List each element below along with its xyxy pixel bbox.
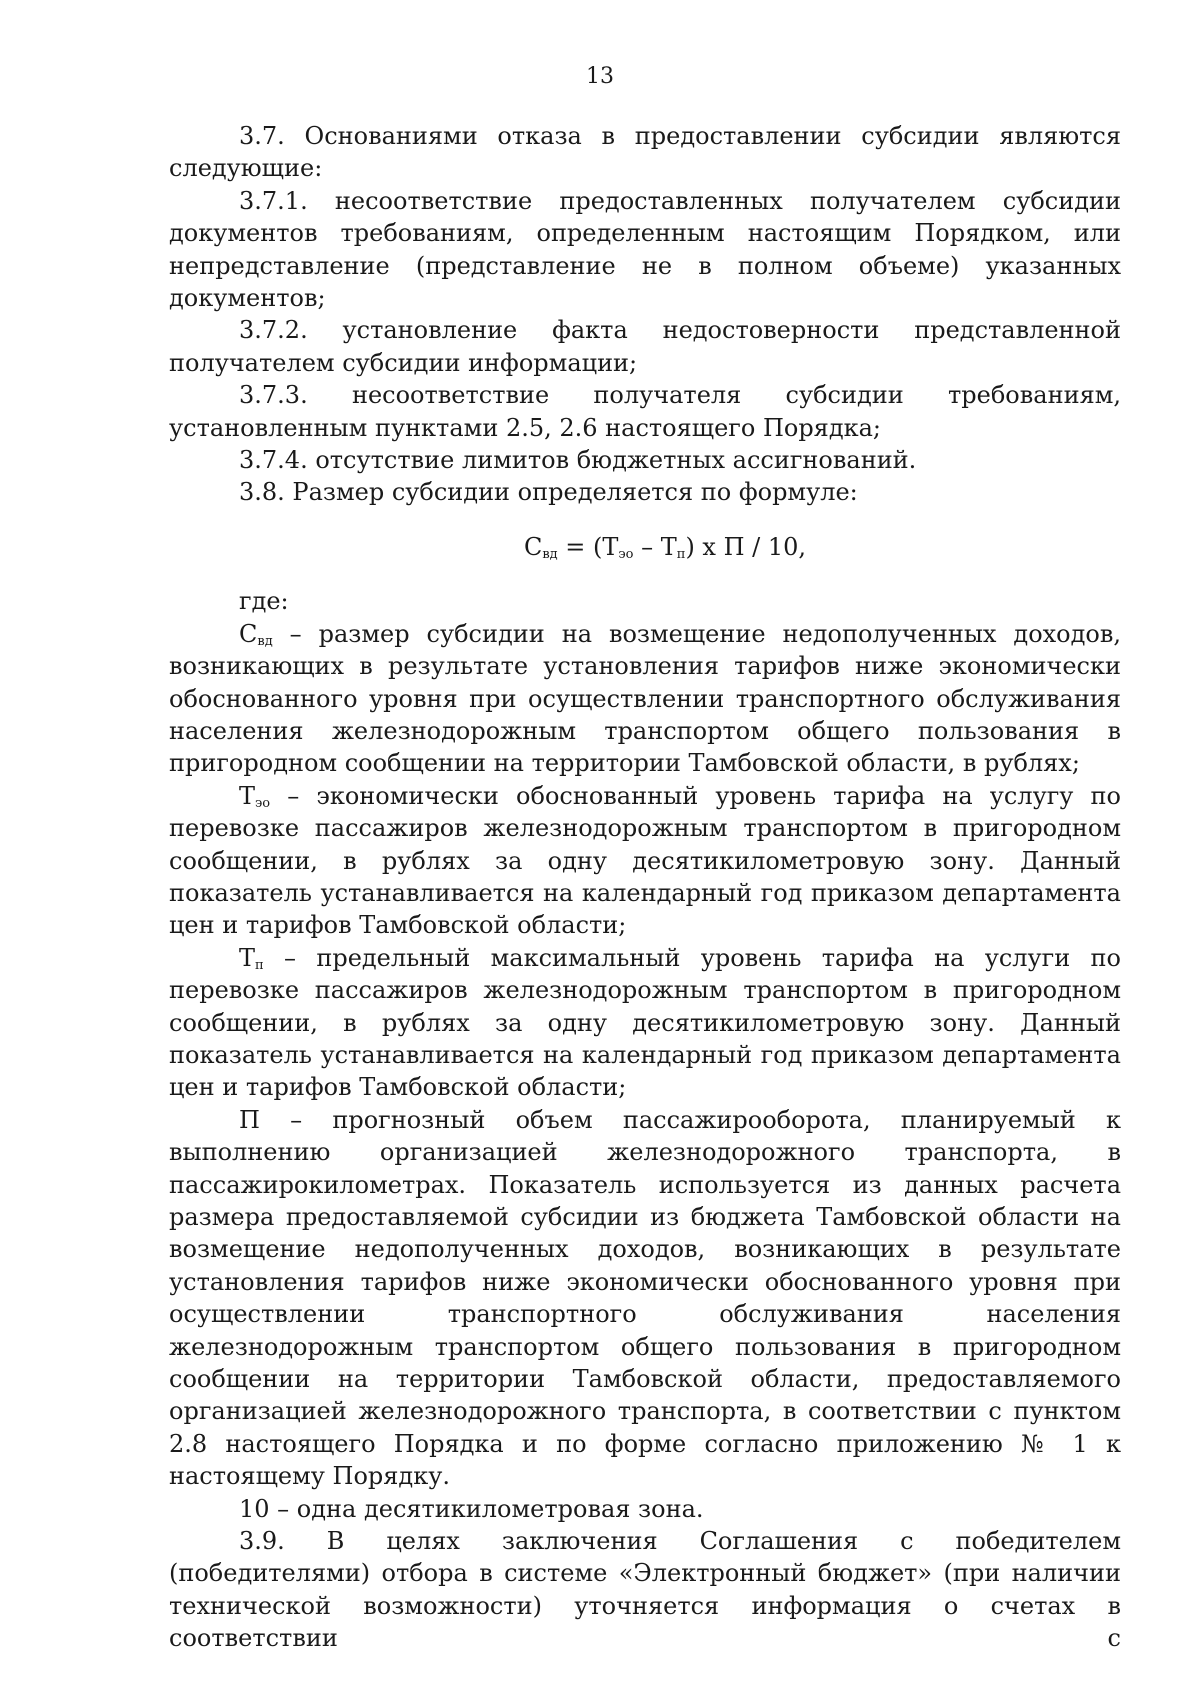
formula <box>169 531 1121 563</box>
paragraph-3-7-2: 3.7.2. установление факта недостоверности представленной получателем субсидии информации; <box>169 316 1121 377</box>
formula-minus: – Т <box>633 532 677 561</box>
formula-sub-eo: эо <box>618 546 634 562</box>
definition-svd-text: – размер субсидии на возмещение недополученных доходов, возникающих в результате установления тарифов ниже экономически обоснованного уровня при осуществлении транспортного обслуживания населения железнодорожным транспортом общего пользования в пригородном сообщении на территории Тамбовской области, в рублях; <box>169 619 1121 778</box>
definition-10: 10 – одна десятикилометровая зона. <box>239 1494 704 1523</box>
definition-tp <box>169 942 1121 1104</box>
symbol-c: С <box>239 619 258 648</box>
definition-tp-text: – предельный максимальный уровень тарифа на услуги по перевозке пассажиров железнодорожным транспортом в пригородном сообщении, в рублях за одну десятикилометровую зону. Данный показатель устанавливается на календарный год приказом департамента цен и тарифов Тамбовской области; <box>169 943 1121 1102</box>
formula-lhs-sub: вд <box>542 546 558 562</box>
symbol-t-eo-sub: эо <box>255 795 271 811</box>
paragraph-3-7-4: 3.7.4. отсутствие лимитов бюджетных ассигнований. <box>239 446 917 475</box>
symbol-c-sub: вд <box>257 633 273 649</box>
symbol-t-p-sub: п <box>255 957 264 973</box>
definition-teo-text: – экономически обоснованный уровень тарифа на услугу по перевозке пассажиров железнодорожным транспортом в пригородном сообщении, в рублях за одну десятикилометровую зону. Данный показатель устанавливается на календарный год приказом департамента цен и тарифов Тамбовской области; <box>169 781 1121 940</box>
definition-p: П – прогнозный объем пассажирооборота, планируемый к выполнению организацией железнодорожного транспорта, в пассажирокилометрах. Показатель используется из данных расчета размера предоставляемой субсидии из бюджета Тамбовской области на возмещение недополученных доходов, возникающих в результате установления тарифов ниже экономически обоснованного уровня при осуществлении транспортного обслуживания населения железнодорожным транспортом общего пользования в пригородном сообщении на территории Тамбовской области, предоставляемого организацией железнодорожного транспорта, в соответствии с пунктом 2.8 настоящего Порядка и по форме согласно приложению № 1 к настоящему Порядку. <box>169 1105 1121 1491</box>
formula-sub-p: п <box>676 546 686 562</box>
paragraph-3-7-1: 3.7.1. несоответствие предоставленных получателем субсидии документов требованиям, определенным настоящим Порядком, или непредставление (представление не в полном объеме) указанных документов; <box>169 186 1121 313</box>
symbol-t-p: Т <box>239 943 256 972</box>
paragraph-3-8: 3.8. Размер субсидии определяется по формуле: <box>239 478 858 507</box>
formula-lhs: С <box>523 532 543 561</box>
paragraph-3-9: 3.9. В целях заключения Соглашения с победителем (победителями) отбора в системе «Электронный бюджет» (при наличии технической возможности) уточняется информация о счетах в соответствии с <box>169 1527 1121 1653</box>
paragraph-3-7-3: 3.7.3. несоответствие получателя субсидии требованиям, установленным пунктами 2.5, 2.6 настоящего Порядка; <box>169 381 1121 442</box>
document-body <box>169 120 1121 1655</box>
formula-rest: ) х П / 10, <box>685 532 807 561</box>
paragraph-3-7: 3.7. Основаниями отказа в предоставлении субсидии являются следующие: <box>169 122 1121 183</box>
where-label: где: <box>239 587 289 616</box>
definition-teo <box>169 780 1121 942</box>
formula-eq-open: = (Т <box>557 532 619 561</box>
page-number: 13 <box>586 64 614 89</box>
symbol-t-eo: Т <box>239 781 256 810</box>
definition-svd <box>169 618 1121 780</box>
